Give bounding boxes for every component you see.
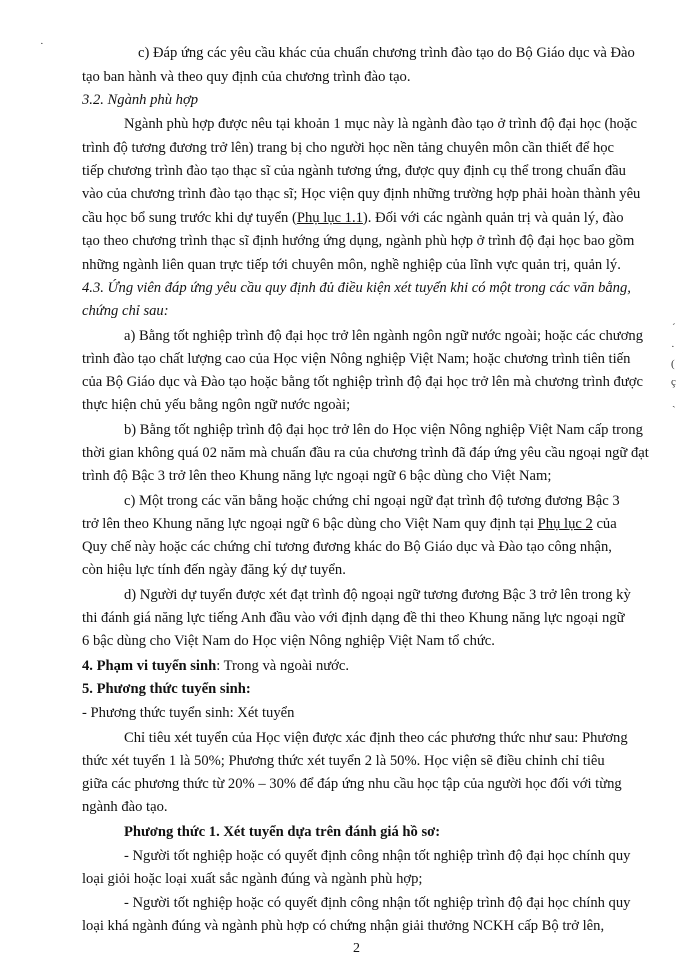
text-line: trình độ tương đương trở lên) trang bị cho người học nền tảng chuyên môn cần thiết để học bbox=[82, 140, 615, 156]
text-line: Chỉ tiêu xét tuyển của Học viện được xác định theo các phương thức như sau: Phương bbox=[124, 730, 628, 746]
text-line: vào của chương trình đào tạo thạc sĩ; Học viện quy định những trường hợp phải hoàn thành yêu bbox=[82, 186, 641, 202]
text-line: thời gian không quá 02 năm mà chuẩn đầu ra của chương trình đã đáp ứng yêu cầu ngoại ngữ đạt bbox=[82, 445, 649, 461]
text-line bbox=[82, 209, 624, 227]
text-line: giữa các phương thức từ 20% – 30% để đáp ứng nhu cầu học tập của người học đối với từng bbox=[82, 776, 622, 792]
section-heading: 4. Phạm vi tuyển sinh bbox=[82, 658, 217, 674]
section-heading: 5. Phương thức tuyển sinh: bbox=[82, 681, 251, 697]
text-line: thức xét tuyển 1 là 50%; Phương thức xét tuyển 2 là 50%. Học viện sẽ điều chỉnh chỉ tiêu bbox=[82, 753, 605, 769]
section-heading: 4.3. Ứng viên đáp ứng yêu cầu quy định đủ điều kiện xét tuyển khi có một trong các văn bằng, bbox=[82, 280, 631, 296]
text-line: còn hiệu lực tính đến ngày đăng ký dự tuyển. bbox=[82, 562, 346, 578]
text-line: - Phương thức tuyển sinh: Xét tuyển bbox=[82, 705, 295, 721]
section-heading: chứng chỉ sau: bbox=[82, 303, 169, 319]
scan-mark: ç bbox=[671, 376, 676, 388]
text-line: loại giỏi hoặc loại xuất sắc ngành đúng và ngành phù hợp; bbox=[82, 871, 423, 887]
text-line: Ngành phù hợp được nêu tại khoản 1 mục này là ngành đào tạo ở trình độ đại học (hoặc bbox=[124, 116, 637, 132]
scan-mark: ˎ bbox=[672, 396, 676, 408]
text-line: loại khá ngành đúng và ngành phù hợp có chứng nhận giải thưởng NCKH cấp Bộ trở lên, bbox=[82, 918, 605, 934]
scan-mark: ˊ bbox=[672, 322, 676, 334]
text-line: - Người tốt nghiệp hoặc có quyết định công nhận tốt nghiệp trình độ đại học chính quy bbox=[124, 895, 631, 911]
appendix-link[interactable]: Phụ lục 2 bbox=[537, 516, 593, 532]
text-line: - Người tốt nghiệp hoặc có quyết định công nhận tốt nghiệp trình độ đại học chính quy bbox=[124, 848, 631, 864]
text-span: cầu học bổ sung trước khi dự tuyển ( bbox=[82, 210, 297, 226]
text-span: ). Đối với các ngành quản trị và quản lý, đào bbox=[362, 210, 624, 226]
text-line: 6 bậc dùng cho Việt Nam do Học viện Nông nghiệp Việt Nam tổ chức. bbox=[82, 633, 495, 649]
scan-mark: · bbox=[671, 341, 675, 353]
text-line: ngành đào tạo. bbox=[82, 799, 168, 815]
text-line: Quy chế này hoặc các chứng chỉ tương đương khác do Bộ Giáo dục và Đào tạo công nhận, bbox=[82, 539, 612, 555]
scan-mark: ( bbox=[671, 358, 675, 370]
text-line bbox=[82, 657, 349, 675]
text-span: trở lên theo Khung năng lực ngoại ngữ 6 bậc dùng cho Việt Nam quy định tại bbox=[82, 516, 538, 532]
section-heading: 3.2. Ngành phù hợp bbox=[82, 92, 199, 108]
text-line: những ngành liên quan trực tiếp tới chuyên môn, nghề nghiệp của lĩnh vực quản trị, quản lý. bbox=[82, 257, 621, 273]
page-number: 2 bbox=[353, 941, 360, 956]
text-line: tạo theo chương trình thạc sĩ định hướng ứng dụng, ngành phù hợp ở trình độ đại học bao gồm bbox=[82, 233, 635, 249]
text-line: thực hiện chủ yếu bằng ngôn ngữ nước ngoài; bbox=[82, 397, 351, 413]
scan-mark: · bbox=[40, 38, 44, 50]
text-line bbox=[82, 515, 617, 533]
text-line: tạo ban hành và theo quy định của chương trình đào tạo. bbox=[82, 69, 411, 85]
text-line: trình độ Bậc 3 trở lên theo Khung năng lực ngoại ngữ 6 bậc dùng cho Việt Nam; bbox=[82, 468, 552, 484]
text-line: trình đào tạo chất lượng cao của Học viện Nông nghiệp Việt Nam; hoặc chương trình tiên tiến bbox=[82, 351, 631, 367]
text-line: b) Bằng tốt nghiệp trình độ đại học trở lên do Học viện Nông nghiệp Việt Nam cấp trong bbox=[124, 422, 643, 438]
text-line: của Bộ Giáo dục và Đào tạo hoặc bằng tốt nghiệp trình độ đại học trở lên mà chương trình được bbox=[82, 374, 643, 390]
text-line: tiếp chương trình đào tạo thạc sĩ của ngành tương ứng, được quy định cụ thể trong chuẩn đầu bbox=[82, 163, 626, 179]
section-heading: Phương thức 1. Xét tuyển dựa trên đánh giá hồ sơ: bbox=[124, 824, 441, 840]
text-line: thi đánh giá năng lực tiếng Anh đầu vào với định dạng đề thi theo Khung năng lực ngoại ngữ bbox=[82, 610, 625, 626]
text-span: : Trong và ngoài nước. bbox=[216, 658, 350, 674]
text-line: c) Một trong các văn bằng hoặc chứng chỉ ngoại ngữ đạt trình độ tương đương Bậc 3 bbox=[124, 493, 620, 509]
text-line: a) Bằng tốt nghiệp trình độ đại học trở lên ngành ngôn ngữ nước ngoài; hoặc các chương bbox=[124, 328, 644, 344]
text-line: c) Đáp ứng các yêu cầu khác của chuẩn chương trình đào tạo do Bộ Giáo dục và Đào bbox=[138, 45, 635, 61]
text-span: của bbox=[592, 516, 617, 532]
text-line: d) Người dự tuyển được xét đạt trình độ ngoại ngữ tương đương Bậc 3 trở lên trong kỳ bbox=[124, 587, 631, 603]
appendix-link[interactable]: Phụ lục 1.1 bbox=[296, 210, 363, 226]
